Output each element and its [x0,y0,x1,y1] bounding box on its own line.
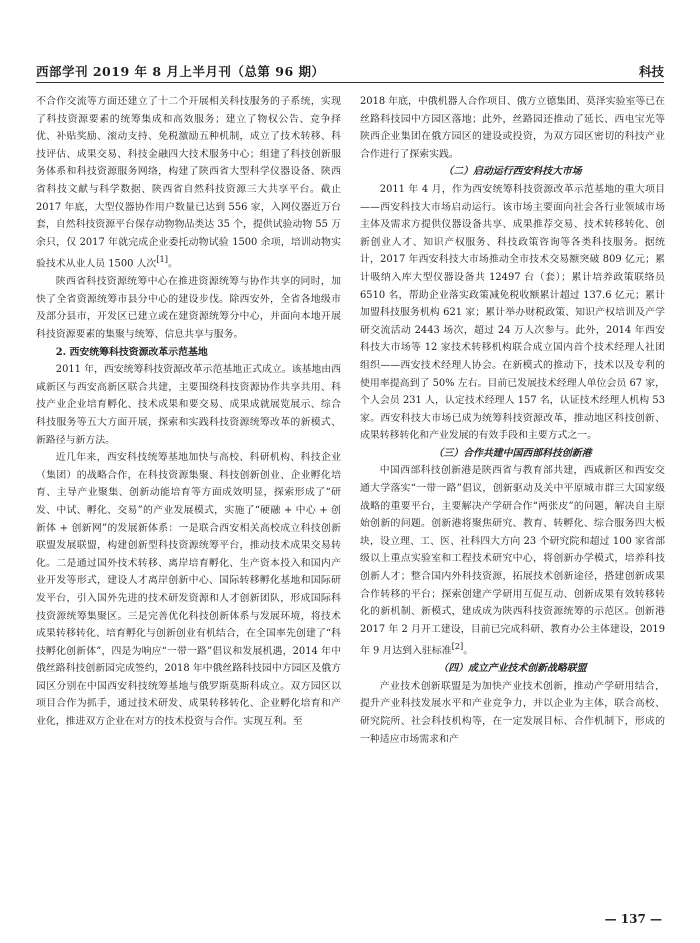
section-heading: （四）成立产业技术创新战略联盟 [438,663,587,675]
paragraph: 2018 年底，中俄机器人合作项目、俄方立德集团、莫泽实验室等已在丝路科技园中方园区落地；此外，丝路园还推动了延长、西电宝光等陕西企业集团在俄方园区的建设或投资，为双方园区密切的科技产业合作进行了探索实践。 [360,96,665,160]
section-heading: （二）启动运行西安科技大市场 [443,166,582,178]
page-number: — 137 — [604,912,662,926]
paragraph: 产业技术创新联盟是为加快产业技术创新，推动产学研用结合，提升产业科技发展水平和产业竞争力，并以企业为主体，联合高校、研究院所、社会科技机构等，在一定发展目标、合作机制下，形成的一种适应市场需求和产 [360,680,665,745]
page-header [36,62,664,83]
paragraph: 近几年来，西安科技统筹基地加快与高校、科研机构、科技企业（集团）的战略合作，在科技资源集聚、科技创新创业、企业孵化培育、主导产业聚集、创新动能培育等方面成效明显，探索形成了“研发、中试、孵化、交易”的产业发展模式，实施了“硬融 + 中心 + 创新体 + 创新网”的发展新体系：一是联合西安相关高校成立科技创新联盟发展联盟，构建创新型科技资源统筹平台，推动技术成果交易转化。二是通过国外技术转移、离岸培育孵化、生产资本投入和国内产业开发等形式，建设人才离岸创新中心、国际转移孵化基地和国际研发平台，引入国外先进的技术研发资源和人才创新团队，形成国际科技资源统筹集聚区。三是完善优化科技创新体系与发展环境，将技术成果转移转化、培育孵化与创新创业有机结合，在全国率先创建了“科技孵化创新体”，四是为响应“一带一路”倡议和发展机遇，2014 年中俄丝路科技创新园完成签约，2018 年中俄丝路科技园中方园区及俄方园区分别在中国西安科技统筹基地与俄罗斯莫斯科成立。双方园区以项目合作为抓手，通过技术研发、成果转移转化、企业孵化培育和产业化，推进双方企业在对方的技术投资与合作。实现互利。至 [36,452,341,728]
paragraph: 不合作交流等方面还建立了十二个开展相关科技服务的子系统，实现了科技资源要素的统筹集成和高效服务；建立了物权公告、竞争择优、补贴奖励、滚动支持、免税激励五种机制，成立了技术转移、科技评估、成果交易、科技金融四大技术服务中心；组建了科技创新服务体系和科技资源服务网络，构建了陕西省大型科学仪器设备、陕西省科技文献与科学数据、陕西省自然科技资源三大共享平台。截止 2017 年底，大型仪器协作用户数量已达到 556 家，入网仪器近万台套，自然科技资源平台保存动物物品类达 35 个，提供试验动物 55 万余只，仅 2017 年就完成企业委托动物试验 1500 余项，培训动物实验技术从业人员 1500 人次[1]。 [36,96,341,270]
journal-title: 西部学刊 2019 年 8 月上半月刊（总第 96 期） [36,64,325,79]
paragraph: 2011 年 4 月，作为西安统筹科技资源改革示范基地的重大项目——西安科技大市场启动运行。该市场主要面向社会各行业领域市场主体及需求方提供仪器设备共享、成果推荐交易、技术转移转化、创新创业人才、知识产权服务、科技政策咨询等各类科技服务。据统计，2017 年西安科技大市场推动全市技术交易额突破 809 亿元；累计吸纳入库大型仪器设备共 12497 台（套）；累计培养政策联络员 6510 名，帮助企业落实政策减免税收额累计超过 137.6 亿元；累计加盟科技服务机构 621 家；累计举办财税政策、知识产权培训及产学研交流活动 2443 场次，超过 24 万人次参与。此外，2014 年西安科技大市场等 12 家技术转移机构联合成立国内首个技术经理人社团组织——西安技术经理人协会。在新模式的推动下，技术以及专利的使用率提高到了 50% 左右。目前已发展技术经理人单位会员 67 家，个人会员 231 人，认定技术经理人 157 名，认证技术经理人机构 53 家。西安科技大市场已成为统筹科技资源改革，推动地区科技创新、成果转移转化和产业发展的有效手段和主要方式之一。 [360,183,665,442]
left-column [36,93,341,731]
paragraph: 2011 年，西安统筹科技资源改革示范基地正式成立。该基地由西咸新区与西安高新区联合共建，主要围绕科技资源协作共享共用、科技产业企业培育孵化、技术成果和要交易、成果成就展览展示、综合科技服务等五大方面开展，探索和实践科技资源统筹改革的新模式、新路径与新方法。 [36,364,341,446]
section-heading: （三）合作共建中国西部科技创新港 [433,447,592,459]
paragraph: 陕西省科技资源统筹中心在推进资源统筹与协作共享的同时，加快了全省资源统筹市县分中心的建设步伐。除西安外，全省各地级市及部分县市，开发区已建立或在建资源统筹分中心，并面向本地开展科技资源要素的集聚与统筹、信息共享与服务。 [36,276,341,341]
paragraph: 中国西部科技创新港是陕西省与教育部共建，西咸新区和西安交通大学落实“一带一路”倡议，创新驱动及关中平原城市群三大国家级战略的重要平台，主要解决产学研合作“两张皮”的问题，解决自主原始创新的问题。创新港将聚焦研究、教育、转孵化、综合服务四大板块，设立理、工、医、社科四大方向 23 个研究院和超过 100 家省部级以上重点实验室和工程技术研究中心，将创新办学模式，培养科技创新人才；整合国内外科技资源，拓展技术创新途径，搭建创新成果合作转移的平台；探索创建产学研用互促互动、创新成果有效转移转化的新机制、新模式，建成成为陕西科技资源统筹的示范区。创新港 2017 年 2 月开工建设，目前已完成科研、教育办公主体建设，2019 年 9 月达到入驻标准[2]。 [360,465,665,657]
section-heading: 2. 西安统筹科技资源改革示范基地 [55,346,208,358]
right-column [360,93,665,748]
section-label: 科技 [638,64,664,79]
